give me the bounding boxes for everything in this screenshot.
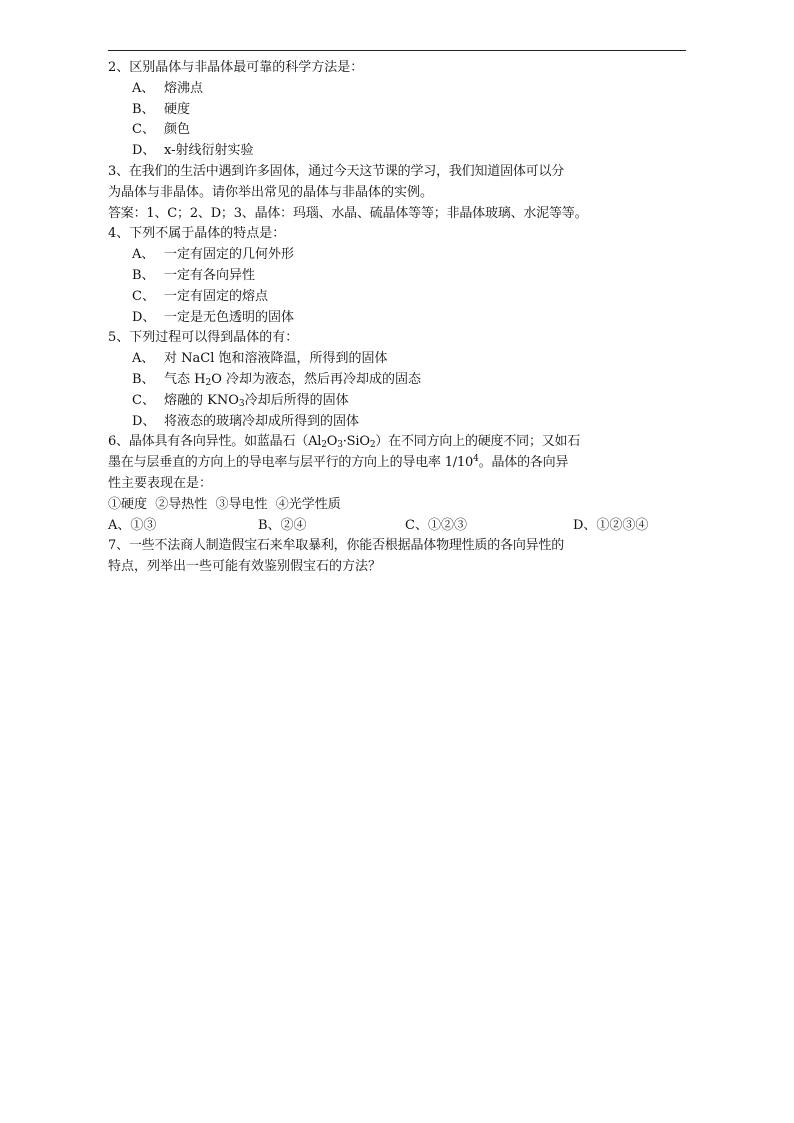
option-text: 硬度	[164, 101, 191, 117]
option-text: x-射线衍射实验	[164, 143, 254, 159]
q6-choice-a: A、①③	[108, 517, 157, 533]
option-label: A、	[132, 80, 155, 96]
q5-option-d	[108, 412, 688, 433]
option-label: B、	[132, 101, 155, 117]
option-text: 一定有各向异性	[164, 267, 256, 283]
q6-choice-c: C、①②③	[405, 517, 467, 533]
q7-line-1: 7、一些不法商人制造假宝石来牟取暴利，你能否根据晶体物理性质的各向异性的	[108, 538, 565, 554]
option-label: D、	[132, 309, 156, 325]
q5-option-b	[108, 370, 688, 391]
answer-line: 答案：1、C；2、D；3、晶体：玛瑙、水晶、硫晶体等等；非晶体玻璃、水泥等等。	[108, 205, 588, 221]
option-label: A、	[132, 351, 155, 367]
q2-stem: 2、区别晶体与非晶体最可靠的科学方法是：	[108, 60, 364, 75]
q2-option-d	[108, 141, 688, 162]
q5-stem: 5、下列过程可以得到晶体的有：	[108, 330, 299, 346]
header-rule	[108, 50, 686, 51]
option-text: 熔融的 $KNO_3$冷却后所得的固体	[164, 392, 349, 409]
q6-line-2: 墨在与层垂直的方向上的导电率与层平行的方向上的导电率 $1/10^4$。晶体的各向异	[108, 454, 569, 471]
option-text: 一定是无色透明的固体	[164, 309, 295, 325]
q4-option-c	[108, 287, 688, 308]
q6-line-3: 性主要表现在是：	[108, 475, 213, 491]
q2-option-a	[108, 79, 688, 100]
option-label: C、	[132, 392, 155, 408]
q7-line-2: 特点，列举出一些可能有效鉴别假宝石的方法？	[108, 559, 382, 575]
option-label: A、	[132, 247, 155, 263]
q5-option-c	[108, 391, 688, 412]
option-label: B、	[132, 371, 155, 387]
option-label: C、	[132, 122, 155, 138]
option-label: D、	[132, 143, 156, 159]
option-text: 对 NaCl 饱和溶液降温，所得到的固体	[164, 351, 388, 367]
option-text: 熔沸点	[164, 80, 204, 96]
document-body	[108, 58, 688, 578]
option-text: 颜色	[164, 122, 191, 138]
q6-choice-d: D、①②③④	[573, 517, 649, 533]
option-text: 气态 $H_2O$ 冷却为液态，然后再冷却成的固态	[164, 371, 422, 388]
q6-choices	[108, 516, 688, 537]
q2-option-c	[108, 120, 688, 141]
q4-option-a	[108, 245, 688, 266]
q6-line-1: 6、晶体具有各向异性。如蓝晶石$(Al_2O_3\cdot SiO_2)$在不同方向上的硬度不同；又如石	[108, 434, 581, 451]
q4-option-b	[108, 266, 688, 287]
q3-line-1: 3、在我们的生活中遇到许多固体，通过今天这节课的学习，我们知道固体可以分	[108, 163, 565, 179]
option-text: 将液态的玻璃冷却成所得到的固体	[164, 413, 360, 429]
q5-option-a	[108, 349, 688, 370]
q2-option-b	[108, 100, 688, 121]
option-label: D、	[132, 413, 156, 429]
q3-line-2: 为晶体与非晶体。请你举出常见的晶体与非晶体的实例。	[108, 184, 434, 200]
option-label: B、	[132, 267, 155, 283]
q6-properties: ①硬度 ②导热性 ③导电性 ④光学性质	[108, 496, 341, 512]
option-text: 一定有固定的几何外形	[164, 247, 295, 263]
q4-option-d	[108, 308, 688, 329]
option-label: C、	[132, 288, 155, 304]
q6-choice-b: B、②④	[258, 517, 307, 533]
option-text: 一定有固定的熔点	[164, 288, 269, 304]
q4-stem: 4、下列不属于晶体的特点是：	[108, 226, 286, 242]
